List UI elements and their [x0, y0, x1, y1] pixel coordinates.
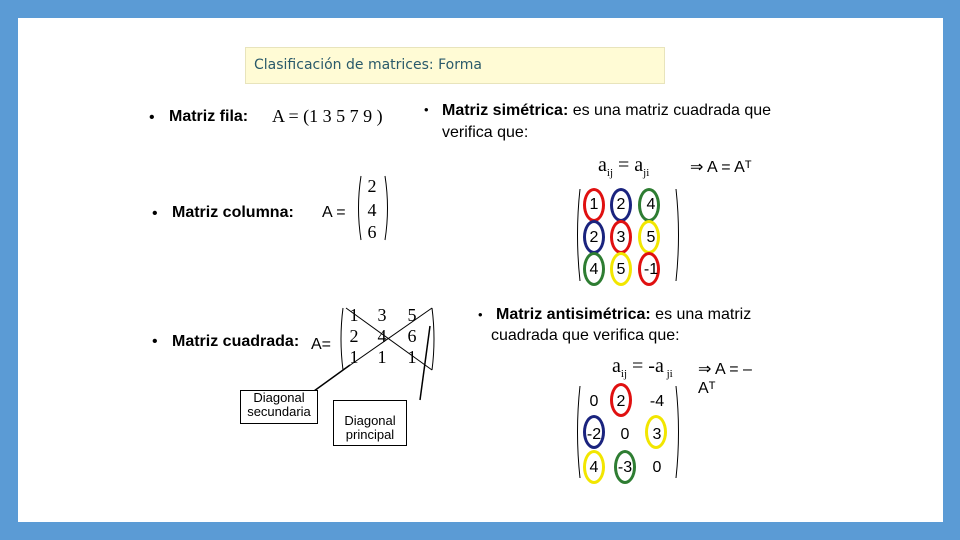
sim-cell: 1	[589, 196, 599, 213]
title-box	[245, 47, 665, 84]
matriz-fila-expr: A = (1 3 5 7 9 )	[272, 106, 383, 126]
matriz-cuadrada-eq: A=	[311, 336, 332, 353]
diag-sec-line2: secundaria	[247, 404, 311, 419]
diag-pri-line1: Diagonal	[344, 413, 396, 428]
bullet-fila: •	[149, 109, 155, 126]
columna-value: 2	[367, 176, 377, 196]
anti-cell: -3	[617, 459, 633, 476]
antisimetrica-result1: ⇒ A = –	[698, 361, 752, 378]
sim-cell: -1	[643, 261, 659, 278]
simetrica-result: ⇒ A = Aᵀ	[690, 159, 752, 176]
cuadrada-cell: 1	[407, 347, 417, 367]
cuadrada-cell: 1	[349, 347, 359, 367]
sim-cell: 4	[646, 196, 656, 213]
diagonal-secundaria-note	[240, 390, 318, 424]
cuadrada-cell: 2	[349, 326, 359, 346]
antisimetrica-formula: $a_{ij} = -a$ $_{ji}$	[612, 355, 673, 380]
simetrica-line1	[442, 102, 771, 120]
anti-cell: 0	[652, 459, 662, 476]
diagonal-principal-note	[333, 400, 407, 446]
cuadrada-cell: 4	[377, 326, 387, 346]
antisimetrica-label: Matriz antisimétrica:	[496, 306, 651, 323]
simetrica-text1: es una matriz cuadrada que	[568, 102, 772, 119]
anti-cell: 4	[589, 459, 599, 476]
simetrica-label: Matriz simétrica:	[442, 102, 569, 119]
simetrica-formula: $a_{ij} = a_{ji}$	[598, 154, 650, 179]
antisimetrica-text2: cuadrada que verifica que:	[491, 327, 680, 344]
columna-value: 4	[367, 200, 377, 220]
anti-cell: 0	[589, 393, 599, 410]
sim-cell: 4	[589, 261, 599, 278]
cuadrada-cell: 5	[407, 305, 417, 325]
antisimetrica-result2: Aᵀ	[698, 380, 716, 397]
sim-cell: 5	[646, 229, 656, 246]
cuadrada-cell: 1	[349, 305, 359, 325]
bullet-simetrica: •	[424, 102, 429, 117]
antisimetrica-text1: es una matriz	[650, 306, 752, 323]
bullet-cuadrada: •	[152, 333, 158, 350]
antisimetrica-line1	[496, 306, 751, 324]
bullet-columna: •	[152, 205, 158, 222]
sim-cell: 2	[616, 196, 626, 213]
anti-cell: 2	[616, 393, 626, 410]
matriz-fila-label: Matriz fila:	[169, 108, 249, 125]
cuadrada-cell: 1	[377, 347, 387, 367]
matriz-cuadrada-label: Matriz cuadrada:	[172, 333, 300, 350]
slide	[18, 18, 943, 522]
anti-cell: -4	[649, 393, 665, 410]
cuadrada-cell: 3	[377, 305, 387, 325]
anti-cell: 3	[652, 426, 662, 443]
diag-pri-line2: principal	[345, 427, 395, 442]
anti-cell: -2	[586, 426, 602, 443]
matriz-columna-eq: A =	[322, 204, 346, 221]
sim-cell: 5	[616, 261, 626, 278]
columna-value: 6	[367, 222, 377, 242]
cuadrada-cell: 6	[407, 326, 417, 346]
sim-cell: 2	[589, 229, 599, 246]
slide-title: Clasificación de matrices: Forma	[254, 57, 482, 73]
anti-cell: 0	[620, 426, 630, 443]
sim-cell: 3	[616, 229, 626, 246]
matriz-columna-label: Matriz columna:	[172, 204, 294, 221]
simetrica-text2: verifica que:	[442, 124, 529, 141]
diag-sec-line1: Diagonal	[253, 390, 305, 405]
bullet-antisimetrica: •	[478, 307, 483, 322]
